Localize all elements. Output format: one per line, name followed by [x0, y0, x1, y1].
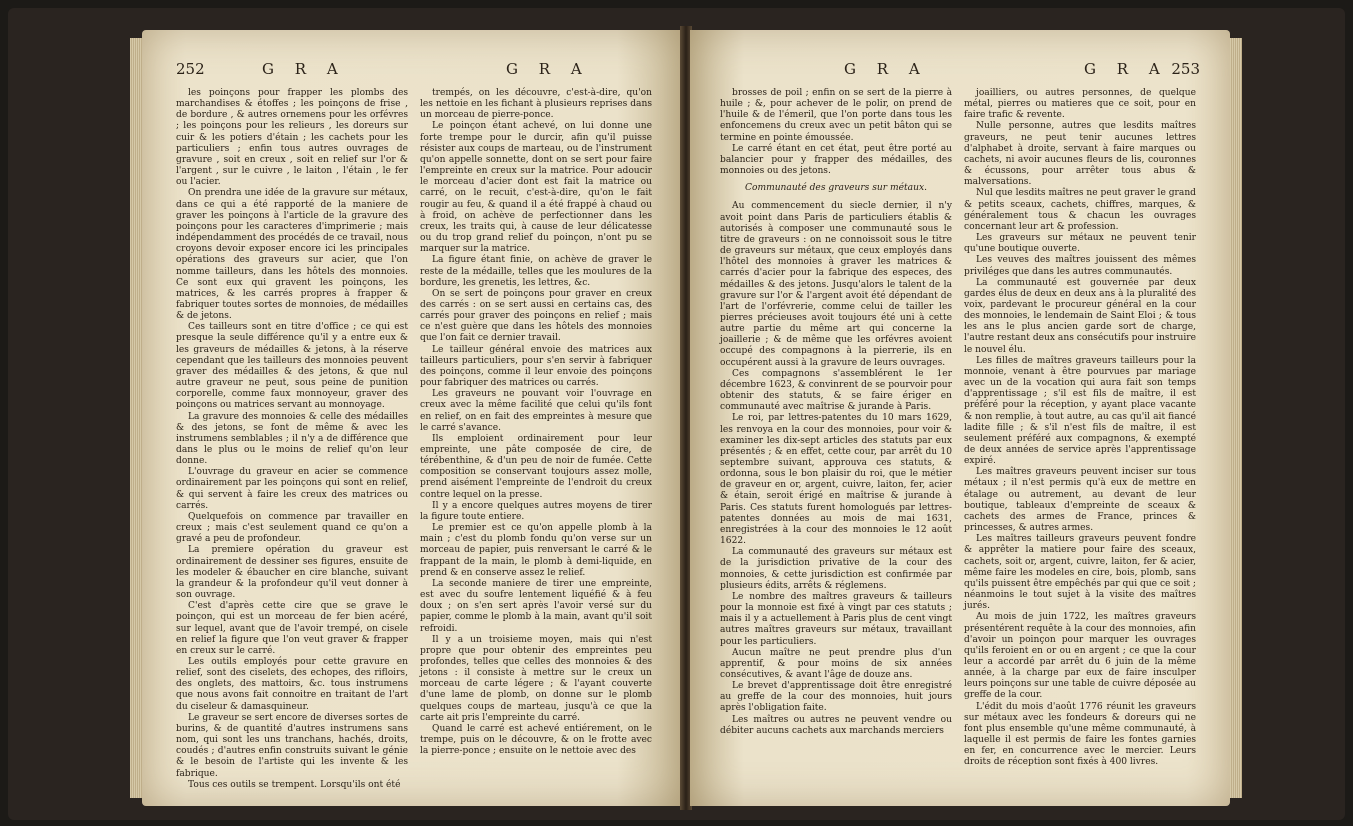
paragraph: Ces compagnons s'assemblérent le 1er décembre 1623, & convinrent de se pourvoir pour obtenir des statuts, & se faire ériger en communauté avec maîtrise & jurande à Paris.: [720, 368, 952, 413]
right-page-edges: [1228, 38, 1242, 798]
paragraph: Ils emploient ordinairement pour leur empreinte, une pâte composée de cire, de térébenthine, & d'un peu de noir de fumée. Cette composition se conservant toujours assez molle, prend aisément l'empreinte de l'endroit du creux contre lequel on la presse.: [420, 433, 652, 500]
paragraph: On se sert de poinçons pour graver en creux des carrés : on se sert aussi en certains cas, des carrés pour graver des poinçons en relief ; mais ce n'est guère que dans les hôtels des monnoies que l'on fait ce dernier travail.: [420, 288, 652, 344]
right-page-column-1: [720, 88, 952, 737]
paragraph: Le carré étant en cet état, peut être porté au balancier pour y frapper des médailles, des monnoies ou des jetons.: [720, 143, 952, 177]
paragraph: Les maîtres ou autres ne peuvent vendre ou débiter aucuns cachets aux marchands merciers: [720, 714, 952, 736]
left-page-column-2: [420, 88, 652, 757]
paragraph: Les maîtres graveurs peuvent inciser sur tous métaux ; il n'est permis qu'à eux de mettre en étalage ou autrement, au devant de leur boutique, tableaux d'empreinte de sceaux & cachets des armes de France, princes & princesses, & autres armes.: [964, 467, 1196, 534]
paragraph: Le brevet d'apprentissage doit être enregistré au greffe de la cour des monnoies, huit jours après l'obligation faite.: [720, 681, 952, 714]
paragraph: Ces tailleurs sont en titre d'office ; ce qui est presque la seule différence qu'il y a entre eux & les graveurs de médailles & jetons, à la réserve cependant que les tailleurs des monnoies peuvent graver des médailles & des jetons, & que nul autre graveur ne peut, sous peine de punition corporelle, comme faux monnoyeur, graver des poinçons ou matrices servant au monnoyage.: [176, 322, 408, 411]
paragraph: Il y a un troisieme moyen, mais qui n'est propre que pour obtenir des empreintes peu profondes, telles que celles des monnoies & des jetons : il consiste à mettre sur le creux un morceau de carte légere ; & l'ayant couverte d'une lame de plomb, on donne sur le plomb quelques coups de marteau, jusqu'à ce que la carte ait pris l'empreinte du carré.: [420, 634, 652, 723]
left-page-header: [176, 60, 652, 82]
running-head-left: G R A: [844, 60, 928, 78]
paragraph: Au mois de juin 1722, les maîtres graveurs présentérent requête à la cour des monnoies, afin d'avoir un poinçon pour marquer les ouvrages qu'ils feroient en or ou en argent ; ce que la cour leur a accordé par arrêt du 6 juin de la même année, à la charge par eux de faire insculper leurs poinçons sur une table de cuivre déposée au greffe de la cour.: [964, 612, 1196, 701]
book-spread: [8, 8, 1345, 820]
left-page-column-1: [176, 88, 408, 791]
paragraph: La seconde maniere de tirer une empreinte, est avec du soufre lentement liquéfié & à feu doux ; on s'en sert après l'avoir versé sur du papier, comme le plomb à la main, avant qu'il soit refroidi.: [420, 578, 652, 634]
paragraph: brosses de poil ; enfin on se sert de la pierre à huile ; &, pour achever de le polir, on prend de l'huile & de l'émeril, que l'on porte dans tous les enfoncemens du creux avec un petit bâton qui se termine en pointe émoussée.: [720, 88, 952, 143]
paragraph: Il y a encore quelques autres moyens de tirer la figure toute entiere.: [420, 500, 652, 522]
paragraph: C'est d'après cette cire que se grave le poinçon, qui est un morceau de fer bien acéré, sur lequel, avant que de l'avoir trempé, on cisele en relief la figure que l'on veut graver & frapper en creux sur le carré.: [176, 601, 408, 656]
paragraph: La gravure des monnoies & celle des médailles & des jetons, se font de même & avec les instrumens semblables ; il n'y a de différence que dans le plus ou le moins de relief qu'on leur donne.: [176, 411, 408, 467]
paragraph: Quelquefois on commence par travailler en creux ; mais c'est seulement quand ce qu'on a gravé a peu de profondeur.: [176, 511, 408, 545]
running-head-right: G R A: [1084, 60, 1168, 78]
paragraph: Le nombre des maîtres graveurs & tailleurs pour la monnoie est fixé à vingt par ces statuts ; mais il y a actuellement à Paris plus de cent vingt autres maîtres graveurs sur métaux, travaillant pour les particuliers.: [720, 591, 952, 647]
paragraph: La communauté des graveurs sur métaux est de la jurisdiction privative de la cour des monnoies, & cette jurisdiction est confirmée par plusieurs édits, arrêts & réglemens.: [720, 547, 952, 591]
left-page: [142, 30, 682, 806]
paragraph: Au commencement du siecle dernier, il n'y avoit point dans Paris de particuliers établis & autorisés à composer une communauté sous le titre de graveurs : on ne connoissoit sous le titre de graveurs sur métaux, que ceux employés dans l'hôtel des monnoies à graver les matrices & carrés d'acier pour la fabrique des especes, des médailles & des jetons. Jusqu'alors le talent de la gravure sur l'or & l'argent avoit été dépendant de l'art de l'orfévrerie, comme celui de tailler les pierres précieuses avoit toujours été uni à cette autre partie du même art qui concerne la joaillerie ; & de même que les orfévres avoient occupé des compagnons à la pierrerie, ils en occupérent aussi à la gravure de leurs ouvrages.: [720, 201, 952, 368]
paragraph: On prendra une idée de la gravure sur métaux, dans ce qui a été rapporté de la maniere de graver les poinçons à l'article de la gravure des poinçons pour les caracteres d'imprimerie ; mais indépendamment des procédés de ce travail, nous croyons devoir exposer encore ici les principales opérations des graveurs sur acier, que l'on nomme tailleurs, dans les hôtels des monnoies. Ce sont eux qui gravent les poinçons, les matrices, & les carrés propres à frapper & fabriquer toutes sortes de monnoies, de médailles & de jetons.: [176, 188, 408, 322]
paragraph: Nulle personne, autres que lesdits maîtres graveurs, ne peut tenir aucunes lettres d'alphabet à droite, servant à faire marques ou cachets, ni avoir aucunes fleurs de lis, couronnes & écussons, pour arrêter tous abus & malversations.: [964, 121, 1196, 188]
paragraph: La communauté est gouvernée par deux gardes élus de deux en deux ans à la pluralité des voix, pardevant le procureur général en la cour des monnoies, le lendemain de Saint Eloi ; & tous les ans le plus ancien garde sort de charge, l'autre restant deux ans consécutifs pour instruire le nouvel élu.: [964, 277, 1196, 355]
paragraph: L'édit du mois d'août 1776 réunit les graveurs sur métaux avec les fondeurs & doreurs qui ne font plus ensemble qu'une même communauté, à laquelle il est permis de faire les fontes garnies en fer, en concurrence avec le mercier. Leurs droits de réception sont fixés à 400 livres.: [964, 701, 1196, 768]
paragraph: Les veuves des maîtres jouissent des mêmes priviléges que dans les autres communautés.: [964, 255, 1196, 277]
right-page-header: [724, 60, 1200, 82]
running-head-left: G R A: [262, 60, 346, 78]
paragraph: Les graveurs ne pouvant voir l'ouvrage en creux avec la même facilité que celui qu'ils font en relief, on en fait des empreintes à mesure que le carré s'avance.: [420, 389, 652, 433]
paragraph: L'ouvrage du graveur en acier se commence ordinairement par les poinçons qui sont en relief, & qui servent à faire les creux des matrices ou carrés.: [176, 467, 408, 511]
paragraph: trempés, on les découvre, c'est-à-dire, qu'on les nettoie en les fichant à plusieurs reprises dans un morceau de pierre-ponce.: [420, 88, 652, 121]
page-number: 253: [1171, 60, 1200, 78]
paragraph: La figure étant finie, on achève de graver le reste de la médaille, telles que les moulures de la bordure, les grenetis, les lettres, &c.: [420, 255, 652, 288]
paragraph: Les outils employés pour cette gravure en relief, sont des ciselets, des echopes, des rifloirs, des onglets, des mattoirs, &c. tous instrumens que nous avons fait connoitre en traitant de l'art du ciseleur & damasquineur.: [176, 656, 408, 712]
paragraph: Aucun maître ne peut prendre plus d'un apprentif, & pour moins de six années consécutives, & avant l'âge de douze ans.: [720, 647, 952, 680]
paragraph: Le poinçon étant achevé, on lui donne une forte trempe pour le durcir, afin qu'il puisse résister aux coups de marteau, ou de l'instrument qu'on appelle sonnette, dont on se sert pour faire l'empreinte en creux sur la matrice. Pour adoucir le morceau d'acier dont est fait la matrice ou carré, on le recuit, c'est-à-dire, qu'on le fait rougir au feu, & quand il a été frappé à chaud ou à froid, on achève de perfectionner dans les creux, les traits qui, à cause de leur délicatesse ou du trop grand relief du poinçon, n'ont pu se marquer sur la matrice.: [420, 121, 652, 255]
paragraph: Les filles de maîtres graveurs tailleurs pour la monnoie, venant à être pourvues par mariage avec un de la vocation qui aura fait son temps d'apprentissage ; s'il est fils de maître, il est préféré pour la réception, y ayant place vacante & non remplie, à tout autre, au cas qu'il ait fiancé ladite fille ; & s'il n'est fils de maître, il est seulement préféré aux compagnons, & exempté de deux années de service après l'apprentissage expiré.: [964, 355, 1196, 467]
paragraph: Le graveur se sert encore de diverses sortes de burins, & de quantité d'autres instrumens sans nom, qui sont les uns tranchans, hachés, droits, coudés ; d'autres enfin construits suivant le génie & le besoin de l'artiste qui les invente & les fabrique.: [176, 712, 408, 779]
paragraph: les poinçons pour frapper les plombs des marchandises & étoffes ; les poinçons de frise , de bordure , & autres ornemens pour les orfévres ; les poinçons pour les relieurs , les doreurs sur cuir & les potiers d'étain ; les cachets pour les particuliers ; enfin tous autres ouvrages de gravure , soit en creux , soit en relief sur l'or & l'argent , sur le cuivre , le laiton , l'étain , le fer ou l'acier.: [176, 88, 408, 188]
paragraph: Quand le carré est achevé entiérement, on le trempe, puis on le découvre, & on le frotte avec la pierre-ponce ; ensuite on le nettoie avec des: [420, 723, 652, 757]
section-title: Communauté des graveurs sur métaux.: [745, 183, 927, 194]
paragraph: La premiere opération du graveur est ordinairement de dessiner ses figures, ensuite de les modeler & ébaucher en cire blanche, suivant la grandeur & la profondeur qu'il veut donner à son ouvrage.: [176, 545, 408, 601]
running-head-right: G R A: [506, 60, 590, 78]
right-page-column-2: [964, 88, 1196, 769]
paragraph: Les graveurs sur métaux ne peuvent tenir qu'une boutique ouverte.: [964, 233, 1196, 255]
page-number: 252: [176, 60, 205, 78]
paragraph: joailliers, ou autres personnes, de quelque métal, pierres ou matieres que ce soit, pour en faire trafic & revente.: [964, 88, 1196, 121]
paragraph: Le tailleur général envoie des matrices aux tailleurs particuliers, pour s'en servir à fabriquer des poinçons, comme il leur envoie des poinçons pour fabriquer des matrices ou carrés.: [420, 344, 652, 389]
paragraph: Les maîtres tailleurs graveurs peuvent fondre & apprêter la matiere pour faire des sceaux, cachets, soit or, argent, cuivre, laiton, fer & acier, même faire les modeles en cire, bois, plomb, sans qu'ils puissent être empêchés par qui que ce soit ; néanmoins le tout sujet à la visite des maîtres jurés.: [964, 534, 1196, 612]
paragraph: Tous ces outils se trempent. Lorsqu'ils ont été: [188, 779, 401, 790]
paragraph: Le premier est ce qu'on appelle plomb à la main ; c'est du plomb fondu qu'on verse sur un morceau de papier, puis renversant le carré & le frappant de la main, le plomb à demi-liquide, en prend & en conserve assez le relief.: [420, 523, 652, 578]
paragraph: Le roi, par lettres-patentes du 10 mars 1629, les renvoya en la cour des monnoies, pour voir & examiner les dix-sept articles des statuts par eux présentés ; & en effet, cette cour, par arrêt du 10 septembre suivant, approuva ces statuts, & ordonna, sous le bon plaisir du roi, que le métier de graveur en or, argent, cuivre, laiton, fer, acier & étain, seroit érigé en maîtrise & jurande à Paris. Ces statuts furent homologués par lettres-patentes données au mois de mai 1631, enregistrées à la cour des monnoies le 12 août 1622.: [720, 413, 952, 547]
paragraph: Nul que lesdits maîtres ne peut graver le grand & petits sceaux, cachets, chiffres, marques, & généralement tous & chacun les ouvrages concernant leur art & profession.: [964, 188, 1196, 232]
right-page: [690, 30, 1230, 806]
